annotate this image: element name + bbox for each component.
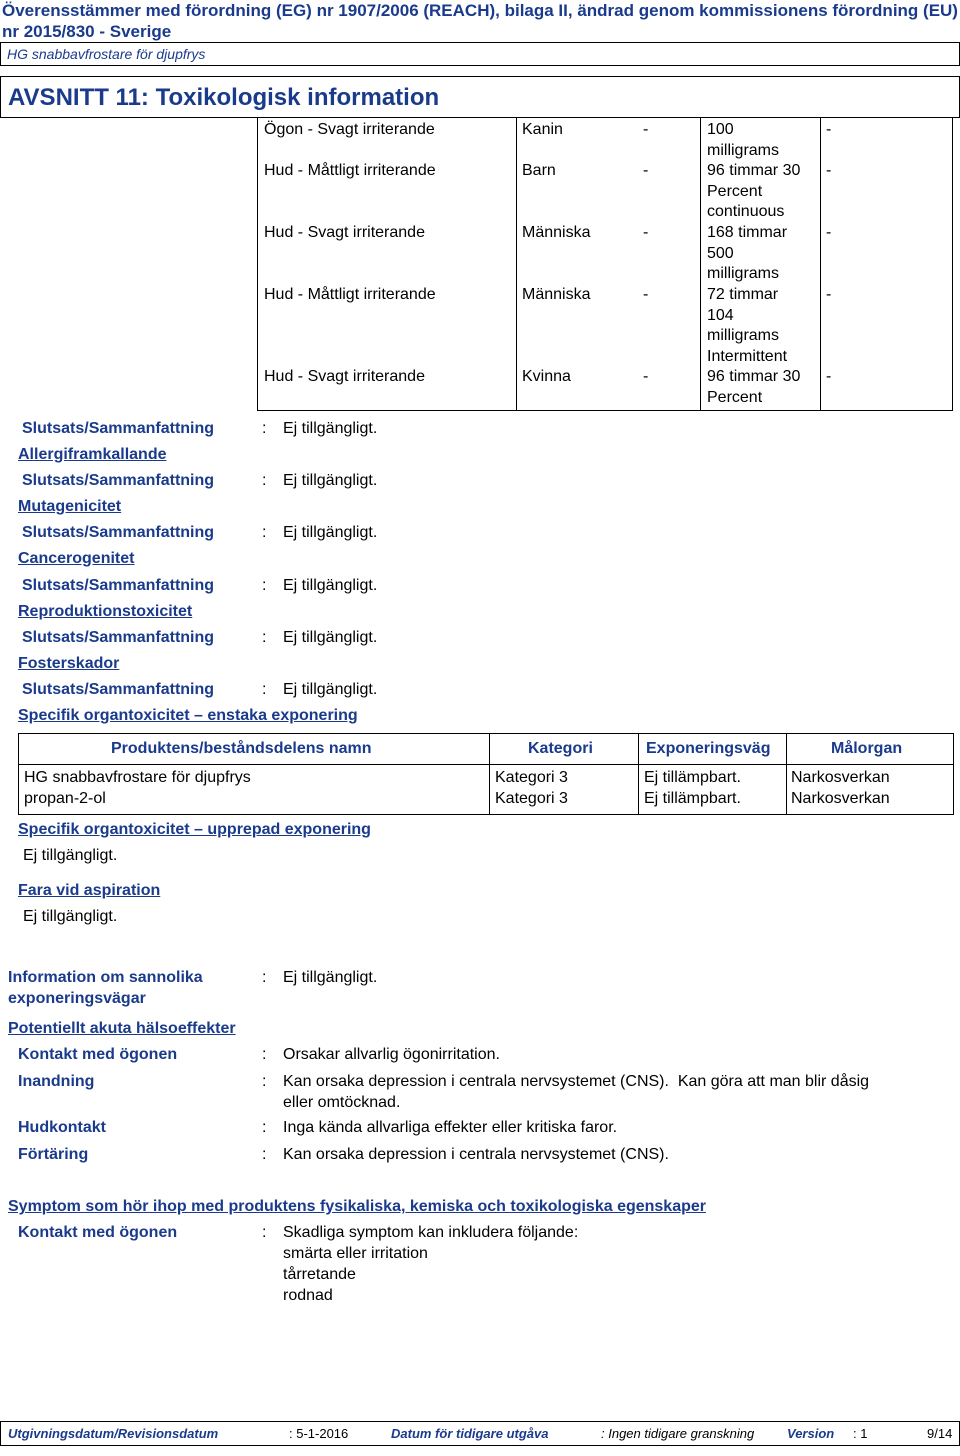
species: Människa — [522, 286, 591, 303]
acute-value: Kan orsaka depression i centrala nervsystemet (CNS). — [283, 1146, 669, 1163]
summary-value: Ej tillgängligt. — [283, 472, 378, 489]
exposure-routes-label: Information om sannolika — [8, 969, 203, 986]
dose-line: milligrams — [707, 141, 779, 159]
acute-label: Hudkontakt — [18, 1119, 106, 1136]
colon: : — [262, 969, 267, 986]
symptom-line: rodnad — [283, 1287, 333, 1304]
cell-category: Kategori 3 — [495, 769, 568, 786]
colon: : — [262, 1073, 267, 1090]
cell-exposure-route: Ej tillämpbart. — [644, 790, 741, 807]
cell-target-organ: Narkosverkan — [791, 769, 890, 786]
summary-label: Slutsats/Sammanfattning — [22, 420, 215, 437]
subheading-teratogenicity: Fosterskador — [18, 655, 120, 672]
colon: : — [262, 472, 267, 489]
symptom-line: smärta eller irritation — [283, 1245, 428, 1262]
dose-line: 72 timmar — [707, 286, 779, 303]
cell-name: HG snabbavfrostare för djupfrys — [24, 769, 251, 786]
cell-target-organ: Narkosverkan — [791, 790, 890, 807]
dash: - — [643, 368, 649, 385]
dash: - — [643, 121, 649, 138]
header-target-organ: Målorgan — [831, 740, 903, 757]
acute-label: Inandning — [18, 1073, 95, 1090]
regulation-title: Överensstämmer med förordning (EG) nr 1907/2006 (REACH), bilaga II, ändrad genom kommissionens förordning (EU) nr 2015/830 - Sverige — [2, 1, 958, 41]
subheading-mutagenicity: Mutagenicitet — [18, 498, 122, 515]
acute-label: Förtäring — [18, 1146, 89, 1163]
summary-value: Ej tillgängligt. — [283, 629, 378, 646]
species: Kanin — [522, 121, 563, 138]
page-number: 9/14 — [927, 1426, 953, 1441]
colon: : — [262, 420, 267, 437]
effect: Hud - Måttligt irriterande — [264, 162, 436, 179]
subheading-reproductive-toxicity: Reproduktionstoxicitet — [18, 603, 193, 620]
summary-label: Slutsats/Sammanfattning — [22, 629, 215, 646]
dose-line: continuous — [707, 203, 785, 221]
result: - — [826, 121, 832, 138]
species: Kvinna — [522, 368, 571, 385]
previous-date-value: : Ingen tidigare granskning — [601, 1426, 755, 1441]
dash: - — [643, 162, 649, 179]
version-value: : 1 — [853, 1426, 868, 1441]
colon: : — [262, 524, 267, 541]
dash: - — [643, 286, 649, 303]
effect: Hud - Svagt irriterande — [264, 368, 425, 385]
cell-name: propan-2-ol — [24, 790, 106, 807]
result: - — [826, 368, 832, 385]
summary-value: Ej tillgängligt. — [283, 420, 378, 437]
result: - — [826, 224, 832, 241]
subheading-stot-single: Specifik organtoxicitet – enstaka exponering — [18, 707, 358, 724]
summary-label: Slutsats/Sammanfattning — [22, 681, 215, 698]
aspiration-value: Ej tillgängligt. — [23, 908, 118, 925]
acute-effects-heading: Potentiellt akuta hälsoeffekter — [8, 1020, 236, 1037]
summary-value: Ej tillgängligt. — [283, 577, 378, 594]
colon: : — [262, 1046, 267, 1063]
acute-value: Kan orsaka depression i centrala nervsystemet (CNS). Kan göra att man blir dåsig — [283, 1073, 870, 1090]
header-exposure-route: Exponeringsväg — [646, 740, 771, 757]
exposure-routes-label-2: exponeringsvägar — [8, 990, 146, 1007]
col-divider — [638, 734, 639, 814]
dose-line: 100 — [707, 121, 734, 138]
dose-line: milligrams — [707, 265, 779, 283]
effect: Ögon - Svagt irriterande — [264, 121, 435, 138]
summary-label: Slutsats/Sammanfattning — [22, 577, 215, 594]
summary-value: Ej tillgängligt. — [283, 681, 378, 698]
subheading-allergy: Allergiframkallande — [18, 446, 167, 463]
previous-date-label: Datum för tidigare utgåva — [391, 1426, 549, 1441]
stot-repeated-value: Ej tillgängligt. — [23, 847, 118, 864]
dose-line: 104 — [707, 306, 734, 324]
subheading-stot-repeated: Specifik organtoxicitet – upprepad exponering — [18, 821, 371, 838]
product-name-bar — [0, 42, 960, 66]
species: Människa — [522, 224, 591, 241]
dose-line: Intermittent — [707, 347, 788, 365]
effect: Hud - Svagt irriterande — [264, 224, 425, 241]
version-label: Version — [787, 1426, 835, 1441]
symptoms-heading: Symptom som hör ihop med produktens fysikaliska, kemiska och toxikologiska egenskaper — [8, 1198, 706, 1215]
dose-line: 168 timmar — [707, 224, 788, 241]
colon: : — [262, 1146, 267, 1163]
exposure-routes-value: Ej tillgängligt. — [283, 969, 378, 986]
colon: : — [262, 629, 267, 646]
colon: : — [262, 681, 267, 698]
acute-label: Kontakt med ögonen — [18, 1046, 178, 1063]
col-divider — [786, 734, 787, 814]
colon: : — [262, 1224, 267, 1241]
issue-date-value: : 5-1-2016 — [289, 1426, 349, 1441]
dose-line: milligrams — [707, 327, 779, 345]
cell-exposure-route: Ej tillämpbart. — [644, 769, 741, 786]
dose-line: 96 timmar 30 — [707, 368, 801, 385]
summary-label: Slutsats/Sammanfattning — [22, 524, 215, 541]
irritation-col-divider — [516, 118, 517, 411]
subheading-aspiration: Fara vid aspiration — [18, 882, 161, 899]
result: - — [826, 286, 832, 303]
summary-label: Slutsats/Sammanfattning — [22, 472, 215, 489]
symptoms-label: Kontakt med ögonen — [18, 1224, 178, 1241]
header-category: Kategori — [528, 740, 593, 757]
header-name: Produktens/beståndsdelens namn — [111, 740, 372, 757]
colon: : — [262, 577, 267, 594]
issue-date-label: Utgivningsdatum/Revisionsdatum — [8, 1426, 219, 1441]
symptom-line: tårretande — [283, 1266, 356, 1283]
col-divider — [489, 734, 490, 814]
irritation-col-divider — [820, 118, 821, 411]
symptom-line: Skadliga symptom kan inkludera följande: — [283, 1224, 579, 1241]
acute-value-cont: eller omtöcknad. — [283, 1094, 401, 1111]
stot-single-table — [18, 733, 954, 815]
species: Barn — [522, 162, 556, 179]
dash: - — [643, 224, 649, 241]
section-title: AVSNITT 11: Toxikologisk information — [8, 84, 440, 111]
summary-value: Ej tillgängligt. — [283, 524, 378, 541]
acute-value: Inga kända allvarliga effekter eller kritiska faror. — [283, 1119, 618, 1136]
irritation-col-divider — [700, 118, 701, 411]
cell-category: Kategori 3 — [495, 790, 568, 807]
acute-value: Orsakar allvarlig ögonirritation. — [283, 1046, 500, 1063]
dose-line: Percent — [707, 182, 763, 200]
dose-line: Percent — [707, 388, 763, 406]
product-name: HG snabbavfrostare för djupfrys — [7, 46, 206, 62]
colon: : — [262, 1119, 267, 1136]
dose-line: 96 timmar 30 — [707, 162, 801, 179]
result: - — [826, 162, 832, 179]
footer — [0, 1421, 960, 1446]
dose-line: 500 — [707, 244, 734, 262]
effect: Hud - Måttligt irriterande — [264, 286, 436, 303]
section-title-bar — [0, 76, 960, 118]
subheading-carcinogenicity: Cancerogenitet — [18, 550, 135, 567]
